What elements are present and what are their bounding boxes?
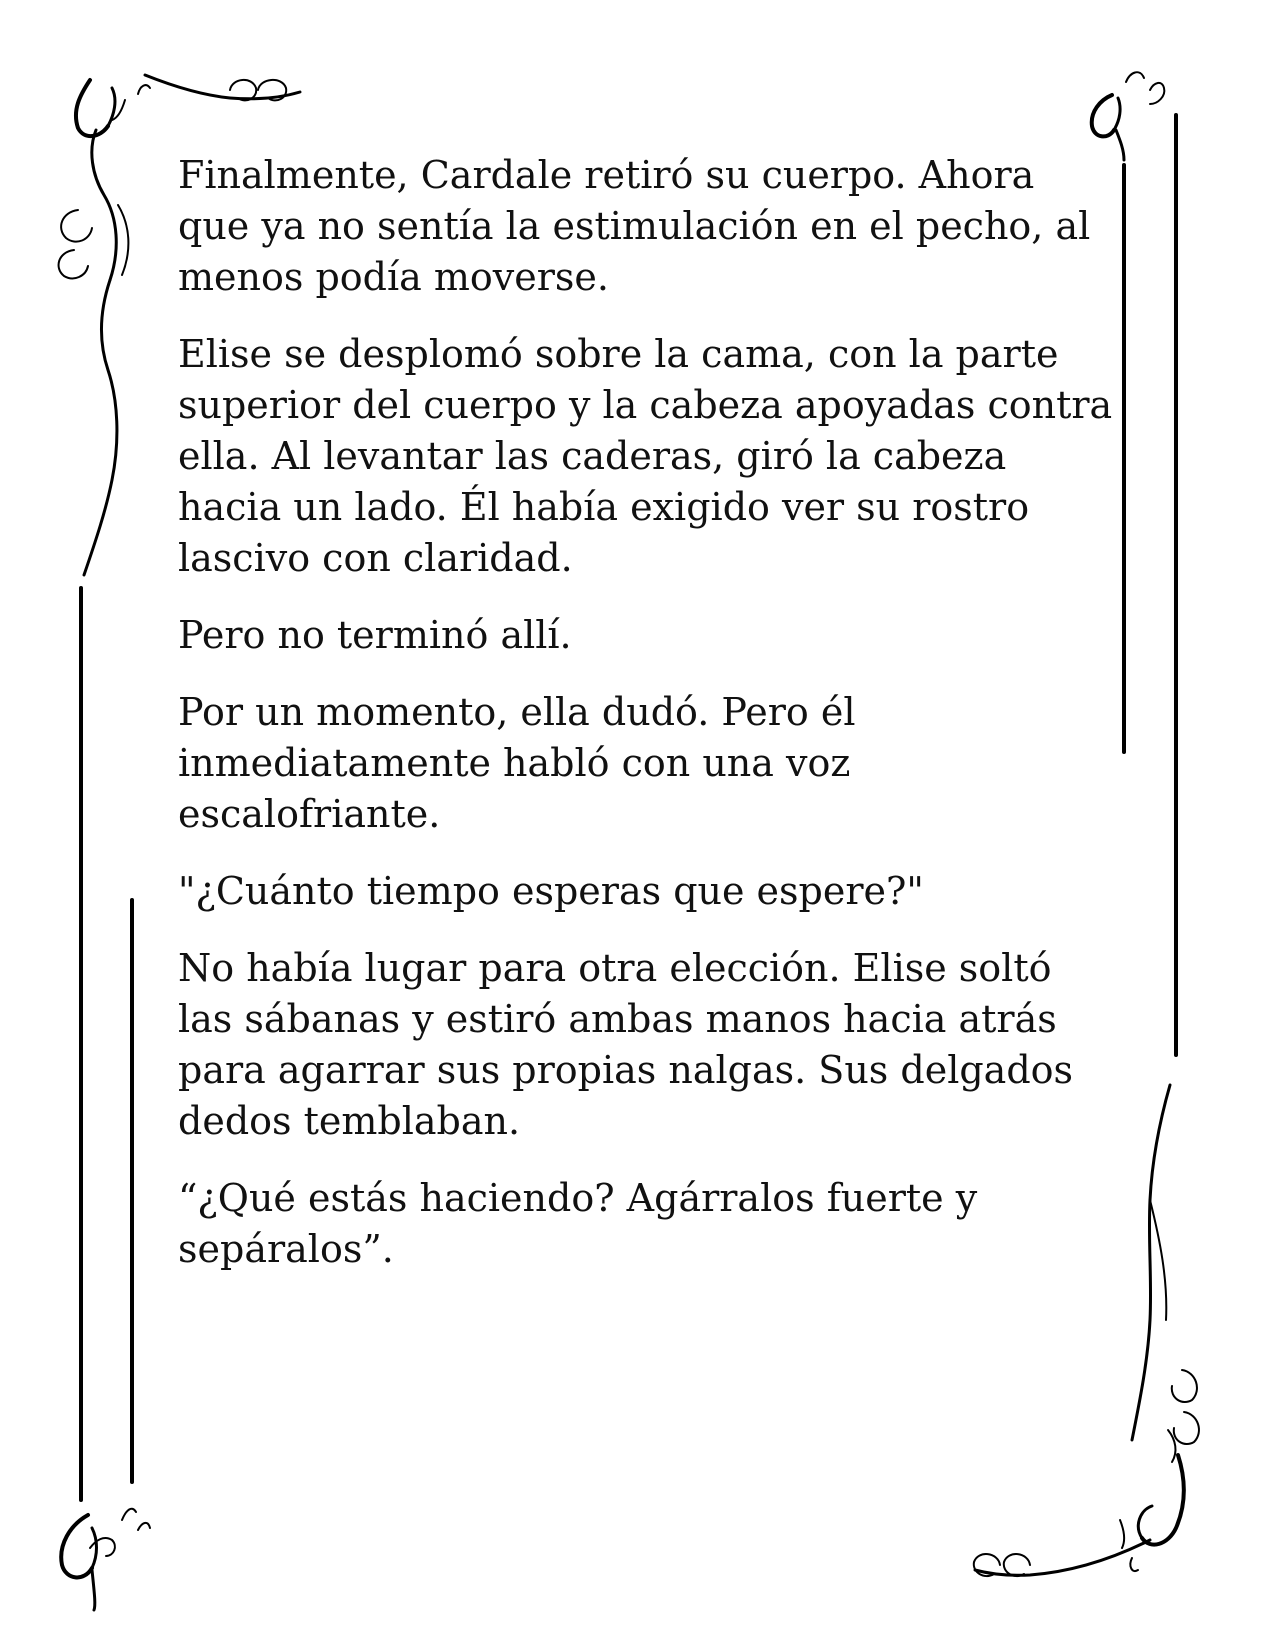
paragraph-5: "¿Cuánto tiempo esperas que espere?" [178, 869, 924, 913]
paragraph-4: Por un momento, ella dudó. Pero él inmediatamente habló con una voz escalofriante. [178, 690, 856, 836]
story-text [178, 150, 1118, 1301]
bottom-left-flourish [61, 1509, 150, 1610]
top-right-flourish [1092, 72, 1165, 160]
paragraph-3: Pero no terminó allí. [178, 613, 572, 657]
paragraph-7: “¿Qué estás haciendo? Agárralos fuerte y sepáralos”. [178, 1176, 978, 1271]
paragraph-1: Finalmente, Cardale retiró su cuerpo. Ahora que ya no sentía la estimulación en el pecho, al menos podía moverse. [178, 153, 1091, 299]
paragraph-2: Elise se desplomó sobre la cama, con la parte superior del cuerpo y la cabeza apoyadas contra ella. Al levantar las caderas, giró la cabeza hacia un lado. Él había exigido ver su rostro lascivo con claridad. [178, 332, 1113, 580]
paragraph-6: No había lugar para otra elección. Elise soltó las sábanas y estiró ambas manos hacia atrás para agarrar sus propias nalgas. Sus delgados dedos temblaban. [178, 946, 1074, 1143]
